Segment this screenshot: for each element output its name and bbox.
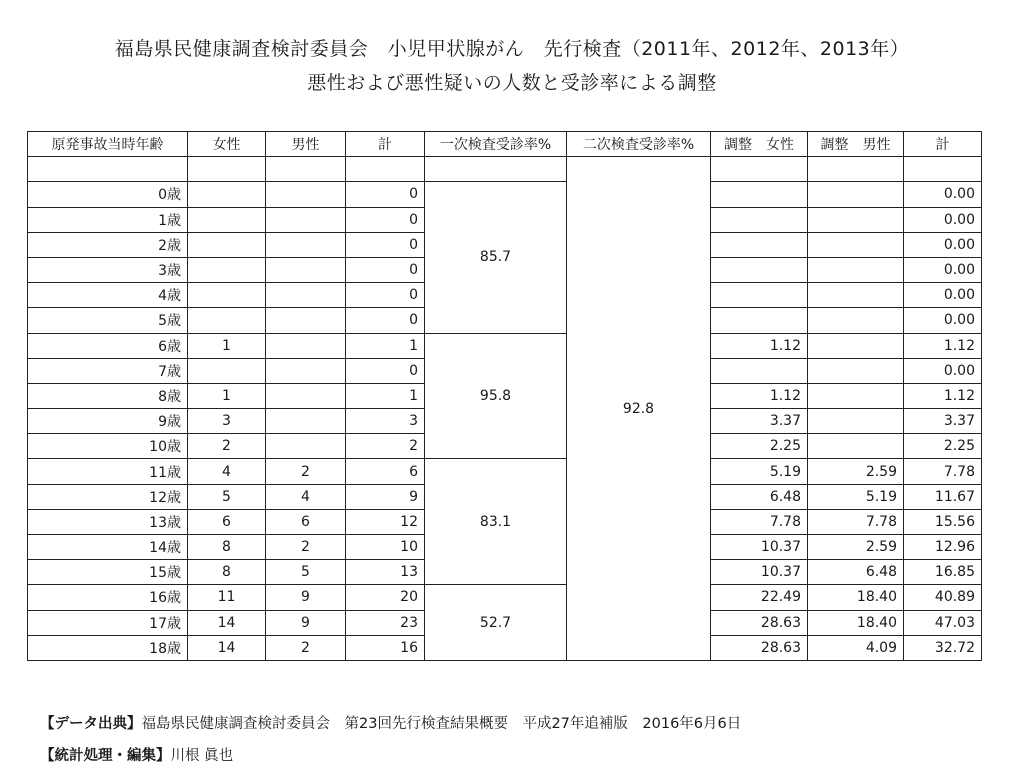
adj-total-cell: 0.00	[904, 257, 982, 282]
adj-male-cell: 2.59	[808, 459, 904, 484]
adj-total-cell: 2.25	[904, 434, 982, 459]
adj-male-cell	[808, 358, 904, 383]
adj-female-cell	[711, 358, 808, 383]
blank-cell	[711, 157, 808, 182]
adj-female-cell: 5.19	[711, 459, 808, 484]
male-cell	[266, 232, 346, 257]
table-row	[28, 182, 982, 207]
adj-male-cell	[808, 257, 904, 282]
adj-male-cell	[808, 409, 904, 434]
first-rate-cell: 95.8	[425, 333, 567, 459]
male-cell: 2	[266, 635, 346, 660]
adj-male-cell	[808, 232, 904, 257]
age-cell: 7歳	[28, 358, 188, 383]
header-age: 原発事故当時年齢	[28, 132, 188, 157]
age-cell: 12歳	[28, 484, 188, 509]
total-cell: 3	[346, 409, 425, 434]
blank-cell	[904, 157, 982, 182]
adj-female-cell	[711, 257, 808, 282]
header-second-rate: 二次検査受診率%	[567, 132, 711, 157]
adj-total-cell: 40.89	[904, 585, 982, 610]
total-cell: 1	[346, 383, 425, 408]
male-cell	[266, 409, 346, 434]
female-cell	[188, 308, 266, 333]
female-cell: 5	[188, 484, 266, 509]
adj-male-cell	[808, 434, 904, 459]
female-cell	[188, 257, 266, 282]
age-cell: 8歳	[28, 383, 188, 408]
total-cell: 6	[346, 459, 425, 484]
female-cell	[188, 207, 266, 232]
adj-female-cell: 28.63	[711, 635, 808, 660]
adj-female-cell: 1.12	[711, 383, 808, 408]
adj-male-cell	[808, 283, 904, 308]
editor-text: 川根 眞也	[170, 748, 234, 764]
total-cell: 0	[346, 257, 425, 282]
adj-male-cell: 18.40	[808, 585, 904, 610]
adj-male-cell: 2.59	[808, 535, 904, 560]
female-cell: 8	[188, 560, 266, 585]
male-cell	[266, 207, 346, 232]
female-cell: 2	[188, 434, 266, 459]
total-cell: 10	[346, 535, 425, 560]
age-cell: 3歳	[28, 257, 188, 282]
blank-cell	[28, 157, 188, 182]
age-cell: 4歳	[28, 283, 188, 308]
total-cell: 23	[346, 610, 425, 635]
adj-total-cell: 7.78	[904, 459, 982, 484]
blank-cell	[346, 157, 425, 182]
adj-male-cell	[808, 333, 904, 358]
age-cell: 1歳	[28, 207, 188, 232]
total-cell: 0	[346, 308, 425, 333]
age-cell: 17歳	[28, 610, 188, 635]
editor-note	[40, 744, 233, 765]
adj-female-cell: 22.49	[711, 585, 808, 610]
adj-female-cell	[711, 232, 808, 257]
adj-total-cell: 3.37	[904, 409, 982, 434]
header-row	[28, 132, 982, 157]
total-cell: 1	[346, 333, 425, 358]
adj-female-cell: 10.37	[711, 535, 808, 560]
source-label: 【データ出典】	[40, 716, 142, 732]
total-cell: 0	[346, 232, 425, 257]
adj-total-cell: 0.00	[904, 283, 982, 308]
blank-cell	[266, 157, 346, 182]
adj-male-cell: 7.78	[808, 509, 904, 534]
blank-cell	[808, 157, 904, 182]
adj-total-cell: 16.85	[904, 560, 982, 585]
female-cell: 1	[188, 333, 266, 358]
female-cell: 3	[188, 409, 266, 434]
editor-label: 【統計処理・編集】	[40, 748, 171, 764]
adj-total-cell: 0.00	[904, 358, 982, 383]
table-row	[28, 459, 982, 484]
age-cell: 5歳	[28, 308, 188, 333]
adj-total-cell: 1.12	[904, 333, 982, 358]
female-cell	[188, 232, 266, 257]
second-rate-cell: 92.8	[567, 157, 711, 661]
header-male: 男性	[266, 132, 346, 157]
adj-male-cell: 6.48	[808, 560, 904, 585]
age-cell: 0歳	[28, 182, 188, 207]
age-cell: 18歳	[28, 635, 188, 660]
total-cell: 9	[346, 484, 425, 509]
adj-total-cell: 12.96	[904, 535, 982, 560]
male-cell	[266, 257, 346, 282]
adj-total-cell: 0.00	[904, 182, 982, 207]
male-cell	[266, 333, 346, 358]
age-cell: 2歳	[28, 232, 188, 257]
adj-male-cell: 4.09	[808, 635, 904, 660]
adj-female-cell: 6.48	[711, 484, 808, 509]
male-cell: 9	[266, 610, 346, 635]
adj-female-cell: 10.37	[711, 560, 808, 585]
age-cell: 14歳	[28, 535, 188, 560]
adj-female-cell: 7.78	[711, 509, 808, 534]
female-cell: 1	[188, 383, 266, 408]
adj-total-cell: 32.72	[904, 635, 982, 660]
total-cell: 2	[346, 434, 425, 459]
age-cell: 15歳	[28, 560, 188, 585]
male-cell: 2	[266, 535, 346, 560]
adj-total-cell: 0.00	[904, 308, 982, 333]
total-cell: 0	[346, 207, 425, 232]
header-adj-total: 計	[904, 132, 982, 157]
table-row	[28, 333, 982, 358]
adj-female-cell: 2.25	[711, 434, 808, 459]
adj-total-cell: 15.56	[904, 509, 982, 534]
total-cell: 16	[346, 635, 425, 660]
table-row	[28, 585, 982, 610]
table-body	[28, 157, 982, 661]
adj-male-cell	[808, 207, 904, 232]
header-female: 女性	[188, 132, 266, 157]
blank-cell	[425, 157, 567, 182]
data-table	[27, 131, 982, 661]
adj-female-cell: 28.63	[711, 610, 808, 635]
adj-female-cell: 1.12	[711, 333, 808, 358]
adj-female-cell	[711, 283, 808, 308]
header-adj-male: 調整 男性	[808, 132, 904, 157]
male-cell: 6	[266, 509, 346, 534]
header-total: 計	[346, 132, 425, 157]
first-rate-cell: 52.7	[425, 585, 567, 661]
adj-total-cell: 0.00	[904, 232, 982, 257]
adj-male-cell: 5.19	[808, 484, 904, 509]
blank-cell	[188, 157, 266, 182]
source-text: 福島県民健康調査検討委員会 第23回先行検査結果概要 平成27年追補版 2016年6月6日	[141, 716, 742, 732]
header-first-rate: 一次検査受診率%	[425, 132, 567, 157]
female-cell: 4	[188, 459, 266, 484]
adj-total-cell: 47.03	[904, 610, 982, 635]
female-cell	[188, 358, 266, 383]
female-cell: 14	[188, 610, 266, 635]
male-cell	[266, 434, 346, 459]
total-cell: 20	[346, 585, 425, 610]
female-cell: 11	[188, 585, 266, 610]
total-cell: 13	[346, 560, 425, 585]
male-cell: 5	[266, 560, 346, 585]
age-cell: 10歳	[28, 434, 188, 459]
female-cell	[188, 182, 266, 207]
male-cell	[266, 358, 346, 383]
female-cell: 14	[188, 635, 266, 660]
male-cell: 2	[266, 459, 346, 484]
female-cell: 6	[188, 509, 266, 534]
source-note	[40, 712, 741, 733]
total-cell: 12	[346, 509, 425, 534]
first-rate-cell: 83.1	[425, 459, 567, 585]
male-cell: 9	[266, 585, 346, 610]
age-cell: 9歳	[28, 409, 188, 434]
adj-female-cell	[711, 182, 808, 207]
adj-female-cell	[711, 207, 808, 232]
title-line-1: 福島県民健康調査検討委員会 小児甲状腺がん 先行検査（2011年、2012年、2013年）	[114, 38, 910, 60]
age-cell: 13歳	[28, 509, 188, 534]
total-cell: 0	[346, 358, 425, 383]
age-cell: 6歳	[28, 333, 188, 358]
adj-male-cell: 18.40	[808, 610, 904, 635]
title-line-2: 悪性および悪性疑いの人数と受診率による調整	[307, 72, 717, 94]
adj-female-cell: 3.37	[711, 409, 808, 434]
adj-male-cell	[808, 308, 904, 333]
female-cell: 8	[188, 535, 266, 560]
female-cell	[188, 283, 266, 308]
male-cell	[266, 182, 346, 207]
male-cell: 4	[266, 484, 346, 509]
blank-row	[28, 157, 982, 182]
total-cell: 0	[346, 283, 425, 308]
adj-male-cell	[808, 383, 904, 408]
header-adj-female: 調整 女性	[711, 132, 808, 157]
adj-female-cell	[711, 308, 808, 333]
adj-total-cell: 0.00	[904, 207, 982, 232]
adj-male-cell	[808, 182, 904, 207]
age-cell: 11歳	[28, 459, 188, 484]
age-cell: 16歳	[28, 585, 188, 610]
adj-total-cell: 11.67	[904, 484, 982, 509]
male-cell	[266, 283, 346, 308]
adj-total-cell: 1.12	[904, 383, 982, 408]
total-cell: 0	[346, 182, 425, 207]
first-rate-cell: 85.7	[425, 182, 567, 333]
male-cell	[266, 308, 346, 333]
male-cell	[266, 383, 346, 408]
